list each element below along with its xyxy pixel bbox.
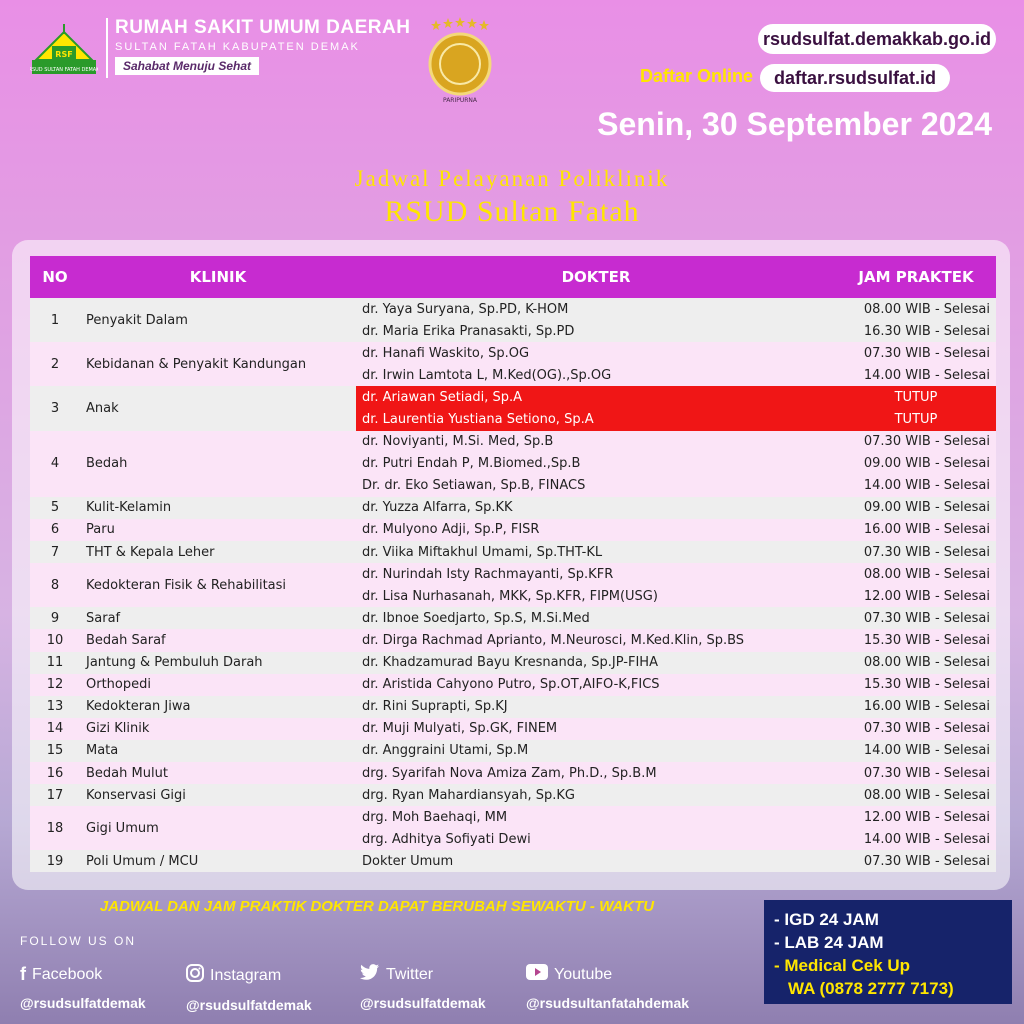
table-row [30,541,996,563]
cell-jam: 07.30 WIB - Selesai [836,850,996,872]
schedule-body [30,298,996,872]
table-row [30,762,996,784]
cell-jam: 09.00 WIB - Selesai [836,453,996,475]
table-row [30,806,996,828]
social-handle: @rsudsulfatdemak [186,997,312,1013]
cell-no: 15 [30,740,80,762]
cell-dokter: dr. Maria Erika Pranasakti, Sp.PD [356,320,836,342]
cell-klinik: Kebidanan & Penyakit Kandungan [80,342,356,386]
table-row [30,342,996,364]
cell-no: 10 [30,629,80,651]
instagram-icon [186,964,204,987]
cell-jam: 14.00 WIB - Selesai [836,364,996,386]
cell-no: 7 [30,541,80,563]
cell-klinik: Bedah [80,431,356,497]
cell-jam: 07.30 WIB - Selesai [836,718,996,740]
header-jam: JAM PRAKTEK [836,256,996,298]
facebook-icon: f [20,964,26,984]
tagline: Sahabat Menuju Sehat [115,57,259,75]
schedule-date: Senin, 30 September 2024 [597,106,992,142]
cell-klinik: Konservasi Gigi [80,784,356,806]
cell-no: 5 [30,497,80,519]
cell-klinik: Gizi Klinik [80,718,356,740]
cell-klinik: Kedokteran Jiwa [80,696,356,718]
cell-jam: 07.30 WIB - Selesai [836,762,996,784]
cell-jam: TUTUP [836,386,996,408]
header-dokter: DOKTER [356,256,836,298]
cell-jam: 15.30 WIB - Selesai [836,629,996,651]
cell-dokter: dr. Irwin Lamtota L, M.Ked(OG).,Sp.OG [356,364,836,386]
cell-dokter: dr. Laurentia Yustiana Setiono, Sp.A [356,408,836,430]
cell-jam: 14.00 WIB - Selesai [836,740,996,762]
daftar-online-link[interactable]: daftar.rsudsulfat.id [760,64,950,92]
follow-us-label: FOLLOW US ON [20,934,137,948]
cell-no: 16 [30,762,80,784]
cell-jam: 08.00 WIB - Selesai [836,298,996,320]
social-name: Twitter [386,965,434,983]
cell-klinik: Anak [80,386,356,430]
schedule-notice: JADWAL DAN JAM PRAKTIK DOKTER DAPAT BERUBAH SEWAKTU - WAKTU [99,898,655,915]
cell-dokter: Dokter Umum [356,850,836,872]
cell-dokter: dr. Rini Suprapti, Sp.KJ [356,696,836,718]
social-twitter[interactable] [360,964,486,1011]
cell-jam: 08.00 WIB - Selesai [836,652,996,674]
cell-jam: 15.30 WIB - Selesai [836,674,996,696]
cell-jam: 16.00 WIB - Selesai [836,519,996,541]
social-name: Instagram [210,966,282,984]
cell-dokter: dr. Anggraini Utami, Sp.M [356,740,836,762]
table-row [30,652,996,674]
logo-text: RSF [55,50,73,59]
cell-dokter: dr. Muji Mulyati, Sp.GK, FINEM [356,718,836,740]
cell-dokter: drg. Adhitya Sofiyati Dewi [356,828,836,850]
table-row [30,298,996,320]
table-row [30,784,996,806]
social-facebook[interactable] [20,964,146,1011]
cell-no: 13 [30,696,80,718]
schedule-table [30,256,996,872]
social-name: Youtube [554,965,613,983]
cell-klinik: Jantung & Pembuluh Darah [80,652,356,674]
cell-jam: 14.00 WIB - Selesai [836,828,996,850]
table-row [30,718,996,740]
cell-no: 12 [30,674,80,696]
cell-dokter: dr. Ibnoe Soedjarto, Sp.S, M.Si.Med [356,607,836,629]
cell-dokter: Dr. dr. Eko Setiawan, Sp.B, FINACS [356,475,836,497]
social-youtube[interactable] [526,964,689,1011]
header-divider [106,18,108,78]
cell-dokter: dr. Aristida Cahyono Putro, Sp.OT,AIFO-K,FICS [356,674,836,696]
cell-klinik: Kulit-Kelamin [80,497,356,519]
social-name: Facebook [32,965,103,983]
social-handle: @rsudsulfatdemak [20,995,146,1011]
cell-klinik: Gigi Umum [80,806,356,850]
cell-jam: 14.00 WIB - Selesai [836,475,996,497]
social-instagram[interactable] [186,964,312,1013]
cell-no: 11 [30,652,80,674]
cell-jam: TUTUP [836,408,996,430]
cell-dokter: drg. Ryan Mahardiansyah, Sp.KG [356,784,836,806]
table-row [30,696,996,718]
youtube-icon [526,964,548,985]
cell-jam: 16.30 WIB - Selesai [836,320,996,342]
page-title: Jadwal Pelayanan Poliklinik [354,166,670,191]
accreditation-label: PARIPURNA [442,97,478,104]
cell-dokter: dr. Putri Endah P, M.Biomed.,Sp.B [356,453,836,475]
table-row [30,629,996,651]
info-igd: - IGD 24 JAM [774,910,879,929]
table-row [30,850,996,872]
cell-jam: 12.00 WIB - Selesai [836,806,996,828]
cell-jam: 07.30 WIB - Selesai [836,431,996,453]
cell-no: 3 [30,386,80,430]
cell-dokter: drg. Moh Baehaqi, MM [356,806,836,828]
cell-dokter: dr. Khadzamurad Bayu Kresnanda, Sp.JP-FIHA [356,652,836,674]
cell-dokter: dr. Dirga Rachmad Aprianto, M.Neurosci, M.Ked.Klin, Sp.BS [356,629,836,651]
cell-jam: 16.00 WIB - Selesai [836,696,996,718]
cell-klinik: Penyakit Dalam [80,298,356,342]
cell-klinik: Paru [80,519,356,541]
cell-no: 4 [30,431,80,497]
cell-dokter: dr. Yuzza Alfarra, Sp.KK [356,497,836,519]
cell-no: 14 [30,718,80,740]
table-row [30,497,996,519]
cell-no: 6 [30,519,80,541]
cell-dokter: dr. Ariawan Setiadi, Sp.A [356,386,836,408]
service-info-box [764,900,1012,1004]
info-mcu: - Medical Cek Up [774,956,911,975]
logo-caption: RSUD SULTAN FATAH DEMAK [30,67,98,73]
accreditation-medal-icon [422,16,498,104]
hospital-logo [30,24,98,76]
cell-no: 8 [30,563,80,607]
cell-jam: 07.30 WIB - Selesai [836,541,996,563]
table-header-row [30,256,996,298]
cell-dokter: dr. Noviyanti, M.Si. Med, Sp.B [356,431,836,453]
info-whatsapp: WA (0878 2777 7173) [788,979,954,998]
cell-jam: 08.00 WIB - Selesai [836,784,996,806]
cell-klinik: Bedah Saraf [80,629,356,651]
cell-jam: 08.00 WIB - Selesai [836,563,996,585]
info-lab: - LAB 24 JAM [774,933,884,952]
table-row [30,563,996,585]
table-row [30,674,996,696]
cell-klinik: Kedokteran Fisik & Rehabilitasi [80,563,356,607]
cell-klinik: Saraf [80,607,356,629]
social-handle: @rsudsulfatdemak [360,995,486,1011]
cell-no: 2 [30,342,80,386]
table-row [30,740,996,762]
cell-dokter: dr. Yaya Suryana, Sp.PD, K-HOM [356,298,836,320]
table-row [30,607,996,629]
cell-klinik: Bedah Mulut [80,762,356,784]
cell-jam: 07.30 WIB - Selesai [836,342,996,364]
cell-dokter: dr. Lisa Nurhasanah, MKK, Sp.KFR, FIPM(USG) [356,585,836,607]
cell-dokter: dr. Nurindah Isty Rachmayanti, Sp.KFR [356,563,836,585]
table-row [30,431,996,453]
cell-dokter: drg. Syarifah Nova Amiza Zam, Ph.D., Sp.B.M [356,762,836,784]
header-klinik: KLINIK [80,256,356,298]
cell-dokter: dr. Mulyono Adji, Sp.P, FISR [356,519,836,541]
cell-no: 17 [30,784,80,806]
header-no: NO [30,256,80,298]
cell-klinik: THT & Kepala Leher [80,541,356,563]
table-row [30,519,996,541]
daftar-online-label: Daftar Online [640,66,754,86]
social-handle: @rsudsultanfatahdemak [526,995,690,1011]
cell-dokter: dr. Viika Miftakhul Umami, Sp.THT-KL [356,541,836,563]
hospital-subtitle: SULTAN FATAH KABUPATEN DEMAK [115,41,360,53]
cell-klinik: Orthopedi [80,674,356,696]
cell-no: 1 [30,298,80,342]
cell-klinik: Poli Umum / MCU [80,850,356,872]
cell-no: 9 [30,607,80,629]
website-link[interactable]: rsudsulfat.demakkab.go.id [758,24,996,54]
cell-klinik: Mata [80,740,356,762]
twitter-icon [360,964,380,985]
cell-jam: 07.30 WIB - Selesai [836,607,996,629]
cell-no: 18 [30,806,80,850]
table-row [30,386,996,408]
cell-dokter: dr. Hanafi Waskito, Sp.OG [356,342,836,364]
page-subtitle: RSUD Sultan Fatah [384,195,640,228]
cell-no: 19 [30,850,80,872]
hospital-name: RUMAH SAKIT UMUM DAERAH [115,17,411,38]
cell-jam: 09.00 WIB - Selesai [836,497,996,519]
cell-jam: 12.00 WIB - Selesai [836,585,996,607]
